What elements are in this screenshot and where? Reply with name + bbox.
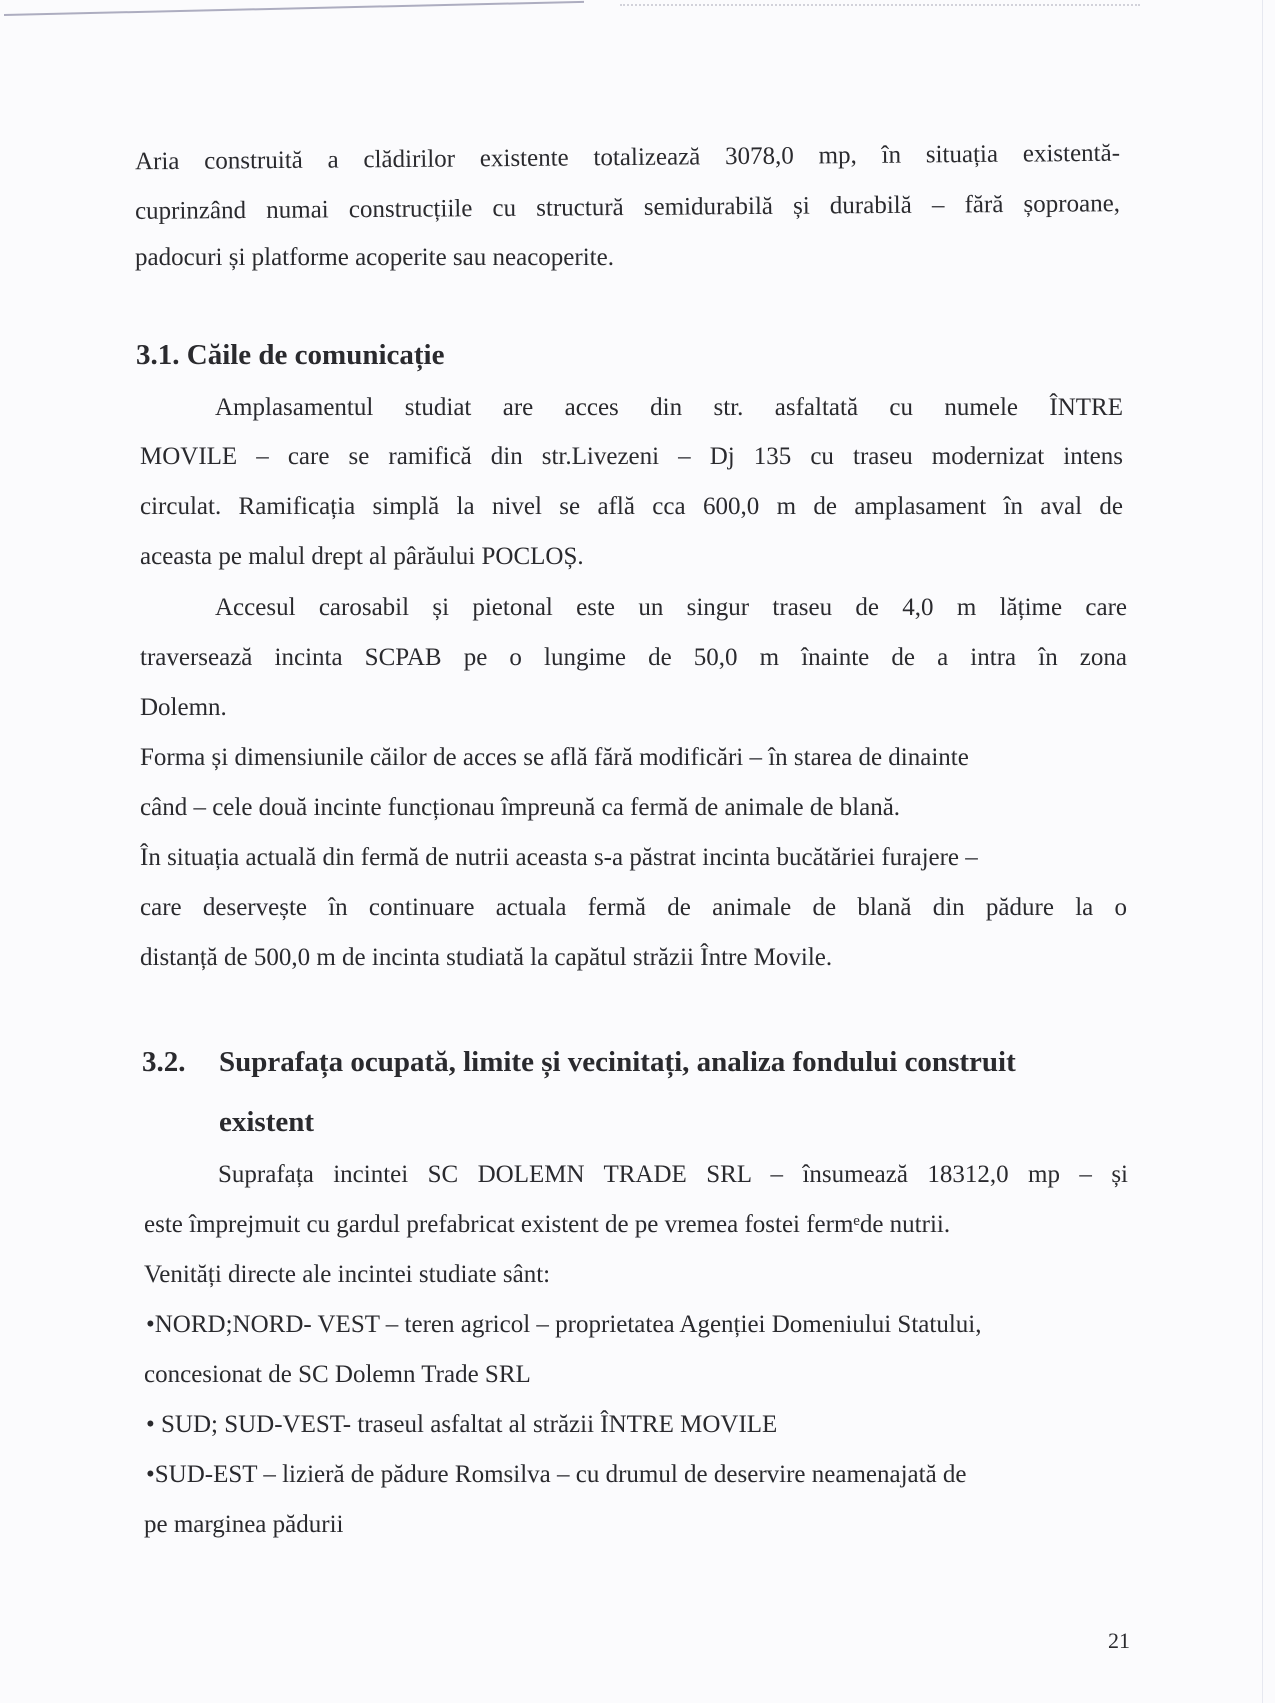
s31-p3-line-2: când – cele două incinte funcționau împreună ca fermă de animale de blană.: [140, 794, 901, 821]
intro-line-3: padocuri și platforme acoperite sau neacoperite.: [135, 244, 614, 271]
intro-line-2: cuprinzând numai construcțiile cu structură semidurabilă și durabilă – fără șoproane,: [134, 190, 1121, 225]
scan-edge-line: [4, 0, 584, 16]
s31-p1-line-3: circulat. Ramificația simplă la nivel se află cca 600,0 m de amplasament în aval de: [140, 493, 1123, 520]
s32-p1-line-2: este împrejmuit cu gardul prefabricat existent de pe vremea fostei fermᵉde nutrii.: [144, 1211, 951, 1238]
section-3-1-heading: 3.1. Căile de comunicație: [136, 339, 445, 371]
s31-p2-line-2: traversează incinta SCPAB pe o lungime de 50,0 m înainte de a intra în zona: [140, 644, 1127, 671]
s31-p4-line-2: care deservește în continuare actuala fermă de animale de blană din pădure la o: [140, 894, 1127, 921]
neighbor-north-line-2: concesionat de SC Dolemn Trade SRL: [144, 1361, 531, 1388]
s31-p3-line-1: Forma și dimensiunile căilor de acces se află fără modificări – în starea de dinainte: [140, 744, 969, 771]
intro-line-1: Aria construită a clădirilor existente totalizează 3078,0 mp, în situația existentă-: [134, 139, 1121, 176]
s31-p2-line-1: Accesul carosabil și pietonal este un singur traseu de 4,0 m lățime care: [215, 594, 1127, 621]
neighbor-south-line-1: • SUD; SUD-VEST- traseul asfaltat al străzii ÎNTRE MOVILE: [146, 1411, 778, 1438]
s32-p1-line-1: Suprafața incintei SC DOLEMN TRADE SRL – însumează 18312,0 mp – și: [218, 1161, 1128, 1188]
cropped-previous-text: [620, 0, 1140, 6]
s31-p1-line-2: MOVILE – care se ramifică din str.Livezeni – Dj 135 cu traseu modernizat intens: [140, 443, 1123, 470]
page-number: 21: [1108, 1628, 1130, 1653]
page-edge: [1262, 0, 1263, 1703]
s31-p2-line-3: Dolemn.: [140, 694, 227, 721]
s31-p1-line-1: Amplasamentul studiat are acces din str. asfaltată cu numele ÎNTRE: [215, 394, 1123, 421]
s31-p4-line-3: distanță de 500,0 m de incinta studiată la capătul străzii Între Movile.: [140, 944, 833, 971]
section-3-2-heading-line-2: existent: [219, 1106, 315, 1138]
neighbor-north-line-1: •NORD;NORD- VEST – teren agricol – proprietatea Agenției Domeniului Statului,: [146, 1311, 982, 1338]
neighbor-southeast-line-1: •SUD-EST – lizieră de pădure Romsilva – cu drumul de deservire neamenajată de: [146, 1461, 967, 1488]
section-3-2-heading-line-1: Suprafața ocupată, limite și vecinitați, analiza fondului construit: [219, 1046, 1016, 1078]
section-3-2-heading-number: 3.2.: [142, 1046, 186, 1078]
neighbors-intro: Venități directe ale incintei studiate sânt:: [144, 1261, 551, 1288]
s31-p4-line-1: În situația actuală din fermă de nutrii aceasta s-a păstrat incinta bucătăriei furajere –: [140, 844, 978, 871]
neighbor-southeast-line-2: pe marginea pădurii: [144, 1511, 344, 1538]
s31-p1-line-4: aceasta pe malul drept al pârăului POCLOȘ.: [140, 543, 584, 570]
